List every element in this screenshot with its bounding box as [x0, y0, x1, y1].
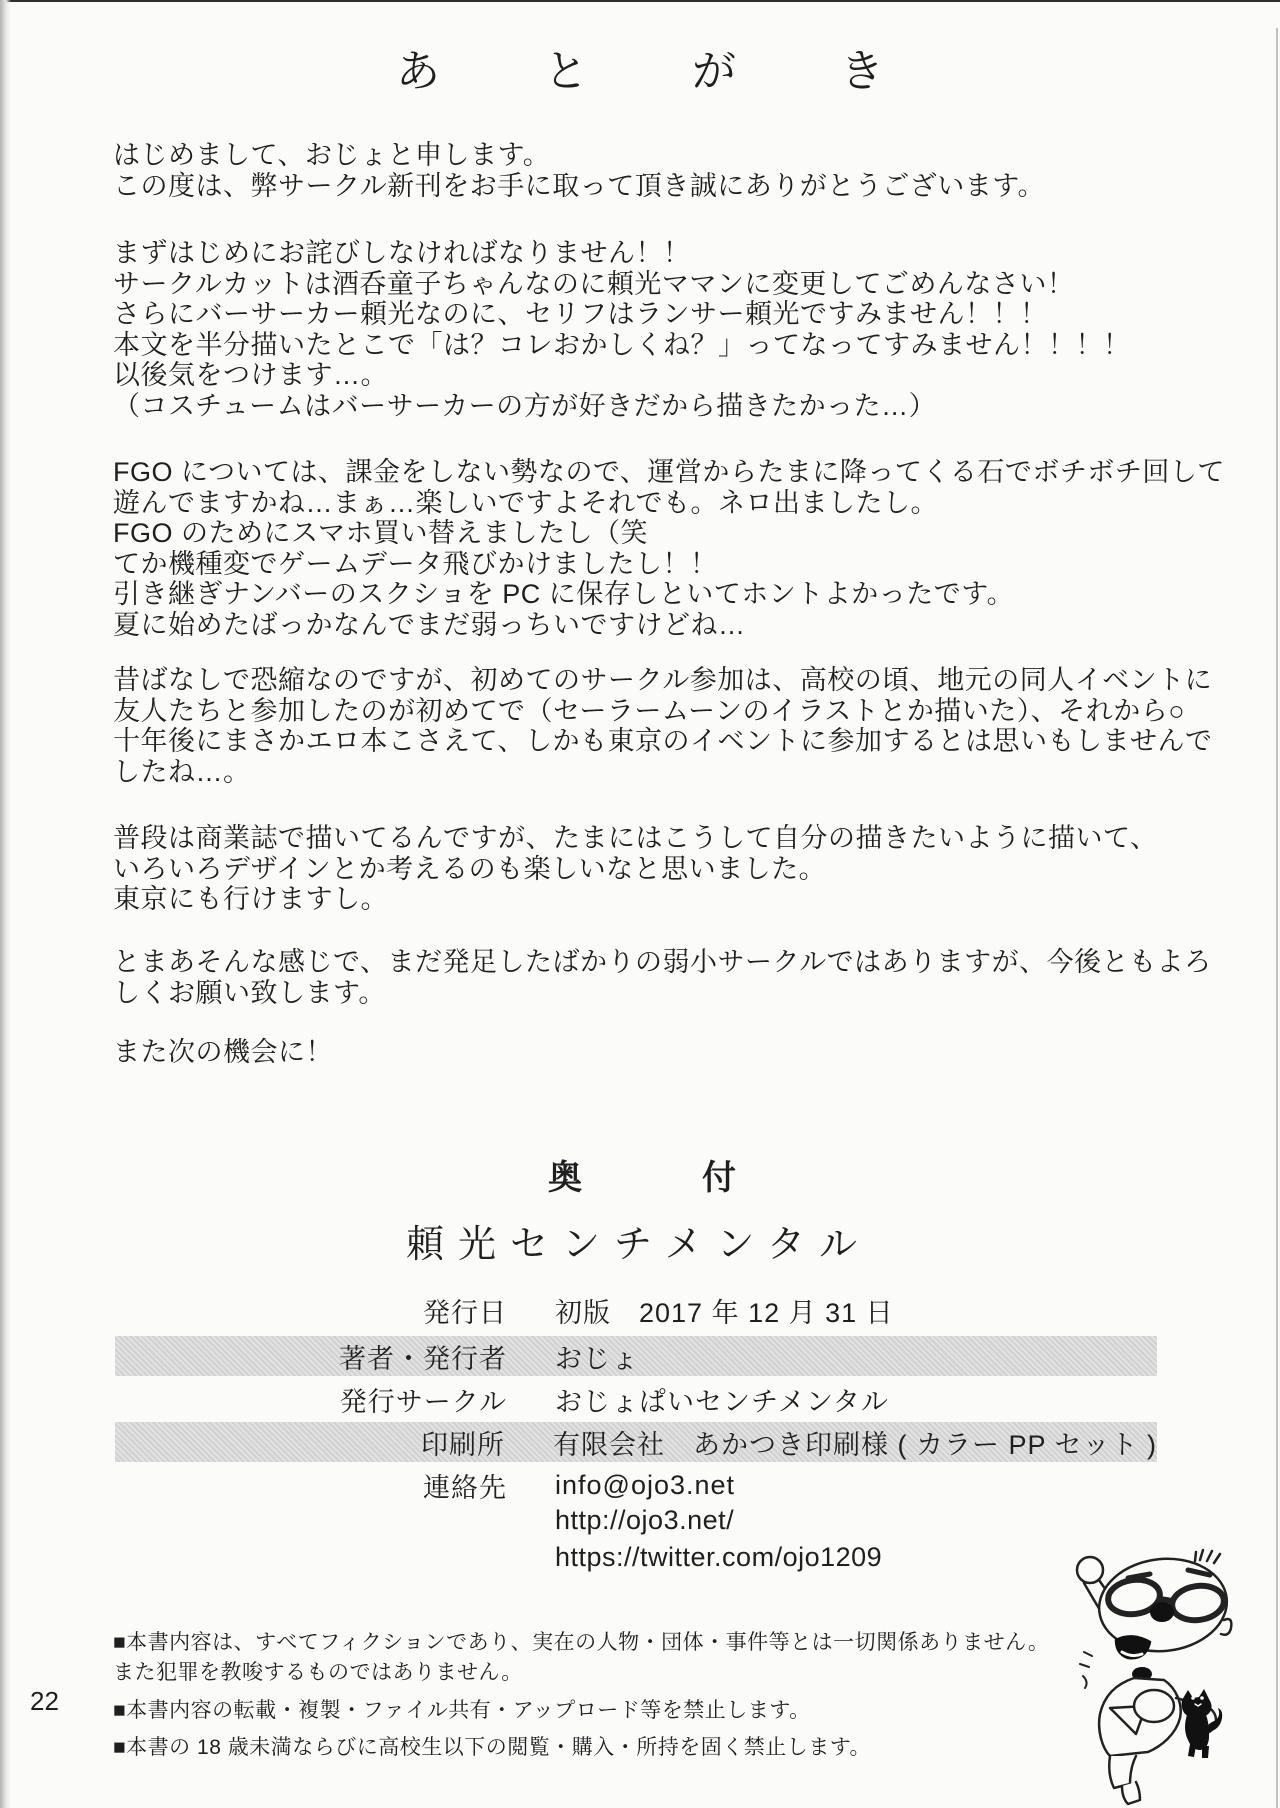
colophon-row-contact	[115, 1465, 1157, 1505]
paragraph-work	[113, 823, 1157, 915]
contact-website-url: http://ojo3.net/	[555, 1505, 735, 1535]
disclaimer-fiction: ■本書内容は、すべてフィクションであり、実在の人物・団体・事件等とは一切関係ありません。	[113, 1631, 1050, 1654]
row-label: 発行日	[423, 1297, 507, 1328]
text-line: さらにバーサーカー頼光なのに、セリフはランサー頼光ですみません！！！	[113, 299, 1048, 329]
text-line: しくお願い致します。	[113, 977, 386, 1008]
text-line: したね…。	[113, 756, 251, 787]
paragraph-greeting	[113, 140, 1045, 201]
colophon-row-circle	[115, 1379, 1157, 1419]
mascot-illustration	[1050, 1548, 1245, 1808]
paragraph-see-you	[113, 1037, 333, 1068]
colophon-row-printer	[115, 1422, 1157, 1462]
row-value: info@ojo3.net	[555, 1469, 736, 1500]
scan-top-edge	[0, 0, 1280, 2]
text-line: 引き継ぎナンバーのスクショを PC に保存しといてホントよかったです。	[113, 579, 1015, 609]
text-line: FGO については、課金をしない勢なので、運営からたまに降ってくる石でボチボチ回して	[113, 457, 1225, 487]
disclaimer-fiction-cont: また犯罪を教唆するものではありません。	[113, 1661, 523, 1684]
contact-twitter-url: https://twitter.com/ojo1209	[555, 1542, 883, 1572]
row-label: 著者・発行者	[339, 1343, 507, 1374]
paragraph-closing	[113, 947, 1212, 1008]
text-line: 本文を半分描いたとこで「は？コレおかしくね？」ってなってすみません！！！！	[113, 329, 1131, 360]
text-line: 夏に始めたばっかなんでまだ弱っちいですけどね…	[113, 609, 746, 640]
paragraph-old-story	[113, 665, 1212, 787]
text-line: 以後気をつけます…。	[113, 360, 388, 390]
row-value: 初版 2017 年 12 月 31 日	[555, 1297, 894, 1328]
colophon-row-publish-date	[115, 1290, 1157, 1330]
scan-left-edge	[0, 0, 11, 1808]
text-line: 昔ばなしで恐縮なのですが、初めてのサークル参加は、高校の頃、地元の同人イベントに	[113, 665, 1213, 695]
scan-right-edge	[1276, 28, 1278, 1808]
text-line: いろいろデザインとか考えるのも楽しいなと思いました。	[113, 853, 827, 884]
disclaimer-no-repost: ■本書内容の転載・複製・ファイル共有・アップロード等を禁止します。	[113, 1699, 811, 1722]
text-line: また次の機会に！	[113, 1037, 333, 1067]
colophon-row-author	[115, 1336, 1157, 1376]
paragraph-apology	[113, 238, 1131, 421]
text-line: （コスチュームはバーサーカーの方が好きだから描きたかった…）	[113, 390, 937, 421]
text-line: はじめまして、おじょと申します。	[113, 140, 551, 170]
text-line: この度は、弊サークル新刊をお手に取って頂き誠にありがとうございます。	[113, 170, 1046, 201]
row-value: おじょ	[555, 1343, 639, 1374]
row-label: 印刷所	[420, 1429, 505, 1460]
row-value: 有限会社 あかつき印刷様 ( カラー PP セット )	[552, 1429, 1157, 1460]
text-line: 普段は商業誌で描いてるんですが、たまにはこうして自分の描きたいように描いて、	[113, 823, 1158, 853]
row-value: おじょぱいセンチメンタル	[555, 1386, 889, 1417]
text-line: サークルカットは酒呑童子ちゃんなのに頼光ママンに変更してごめんなさい！	[113, 268, 1075, 299]
page-number: 22	[30, 1686, 59, 1716]
disclaimer-adults-only: ■本書の 18 歳未満ならびに高校生以下の閲覧・購入・所持を固く禁止します。	[113, 1736, 872, 1759]
book-title: 頼光センチメンタル	[406, 1224, 871, 1266]
text-line: 東京にも行けますし。	[113, 884, 388, 914]
text-line: まずはじめにお詫びしなければなりません！！	[113, 238, 691, 268]
mascot-knee	[1134, 1690, 1174, 1722]
text-line: とまあそんな感じで、まだ発足したばかりの弱小サークルではありますが、今後ともよろ	[113, 947, 1212, 977]
colophon-heading: 奥付	[548, 1159, 856, 1197]
text-line: 遊んでますかね…まぁ…楽しいですよそれでも。ネロ出ましたし。	[113, 487, 938, 518]
page-title: あとがき	[396, 47, 988, 96]
text-line: 十年後にまさかエロ本こさえて、しかも東京のイベントに参加するとは思いもしませんで	[113, 726, 1213, 756]
row-label: 発行サークル	[339, 1386, 507, 1417]
row-label: 連絡先	[423, 1472, 507, 1503]
text-line: FGO のためにスマホ買い替えましたし（笑	[113, 518, 648, 548]
paragraph-fgo	[113, 457, 1225, 640]
text-line: てか機種変でゲームデータ飛びかけましたし！！	[113, 548, 718, 579]
text-line: 友人たちと参加したのが初めてで（セーラームーンのイラストとか描いた）、それから○	[113, 695, 1186, 726]
